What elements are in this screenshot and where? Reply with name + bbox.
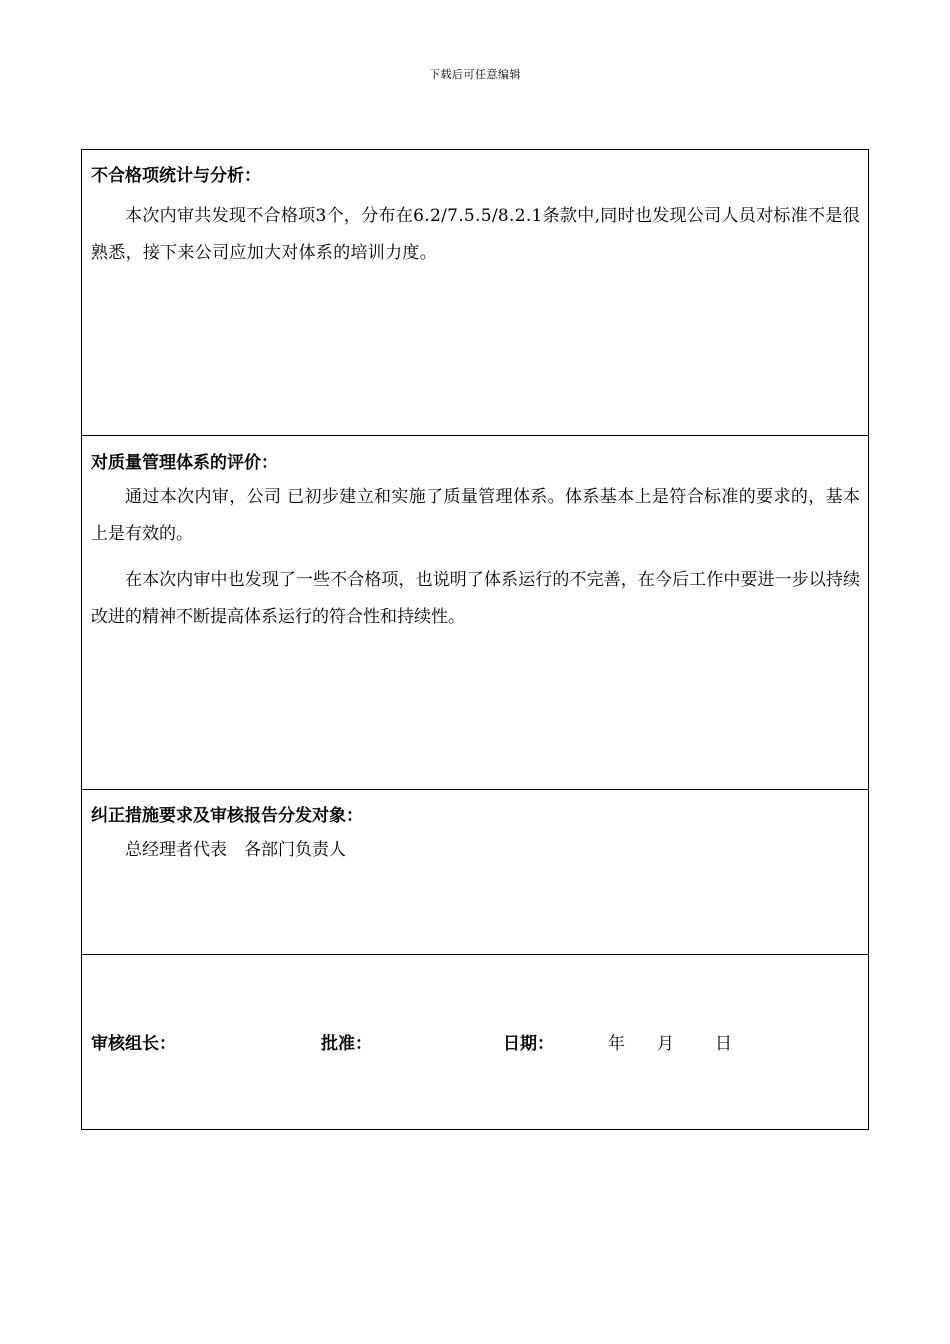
signoff-line [91,1032,860,1056]
nonconformity-body: 本次内审共发现不合格项3个，分布在6.2/7.5.5/8.2.1条款中,同时也发现公司人员对标准不是很熟悉，接下来公司应加大对体系的培训力度。 [91,206,860,263]
corrective-recipients: 总经理者代表 各部门负责人 [125,840,346,860]
corrective-title: 纠正措施要求及审核报告分发对象： [91,806,363,826]
nonconformity-title: 不合格项统计与分析： [91,166,261,186]
nonconformity-cell [82,150,869,436]
audit-leader-label: 审核组长： [91,1034,176,1054]
date-label: 日期： [503,1034,554,1054]
page-header: 下载后可任意编辑 [429,68,521,81]
signoff-cell [82,955,869,1130]
evaluation-row [82,436,869,790]
nonconformity-row [82,150,869,436]
audit-report-table [81,149,869,1130]
date-month: 月 [657,1034,674,1054]
evaluation-cell [82,436,869,790]
signoff-row [82,955,869,1130]
evaluation-paragraph-2: 在本次内审中也发现了一些不合格项，也说明了体系运行的不完善，在今后工作中要进一步以持续改进的精神不断提高体系运行的符合性和持续性。 [91,570,860,627]
corrective-cell [82,790,869,955]
evaluation-title: 对质量管理体系的评价： [91,453,278,473]
corrective-row [82,790,869,955]
approval-label: 批准： [321,1034,372,1054]
date-day: 日 [715,1034,732,1054]
date-year: 年 [608,1034,625,1054]
evaluation-paragraph-1: 通过本次内审，公司 已初步建立和实施了质量管理体系。体系基本上是符合标准的要求的，基本上是有效的。 [91,487,860,544]
